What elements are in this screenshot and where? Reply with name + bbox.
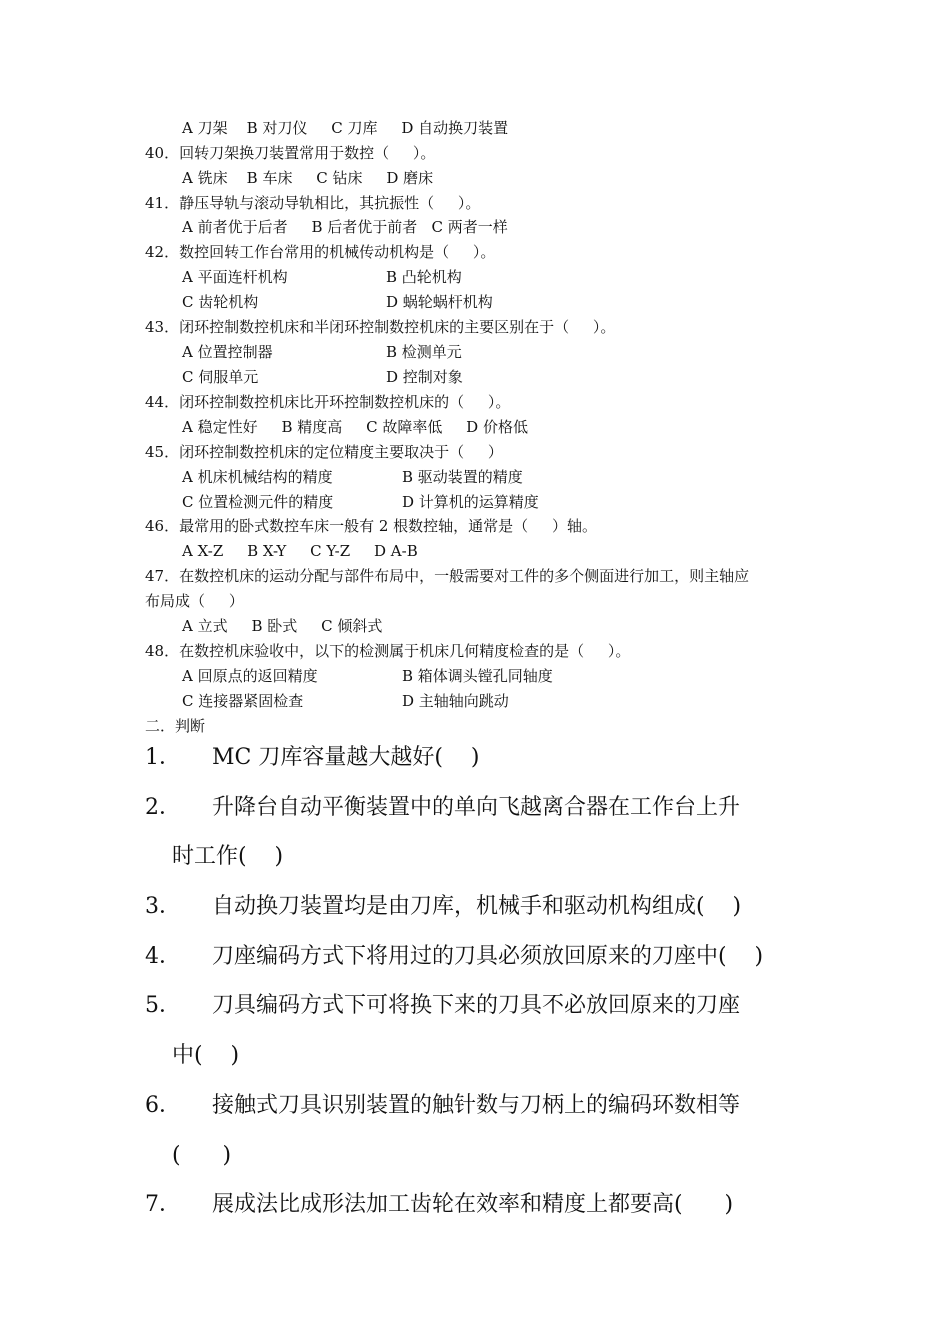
q42-option-d: D 蜗轮蜗杆机构 [386, 293, 493, 311]
q41-options: A 前者优于后者 B 后者优于前者 C 两者一样 [182, 218, 508, 236]
q47-options: A 立式 B 卧式 C 倾斜式 [182, 617, 383, 635]
question-41: 41．静压导轨与滚动导轨相比，其抗振性（ ）。 [145, 194, 481, 212]
q45-option-b: B 驱动装置的精度 [402, 468, 523, 486]
tf-item-6-text: 接触式刀具识别装置的触针数与刀柄上的编码环数相等 [212, 1093, 741, 1118]
q43-option-a: A 位置控制器 [182, 343, 273, 361]
tf-item-7-number: 7． [145, 1192, 181, 1217]
q43-option-b: B 检测单元 [386, 343, 462, 361]
question-47-line1: 47．在数控机床的运动分配与部件布局中，一般需要对工件的多个侧面进行加工，则主轴应 [145, 567, 750, 585]
tf-item-5-continuation: 中( ) [172, 1043, 240, 1068]
question-45: 45．闭环控制数控机床的定位精度主要取决于（ ） [145, 443, 503, 461]
tf-item-1-text: MC 刀库容量越大越好( ) [212, 745, 480, 770]
tf-item-3-number: 3． [145, 894, 181, 919]
q43-option-d: D 控制对象 [386, 368, 463, 386]
tf-item-1-number: 1． [145, 745, 181, 770]
question-47-line2: 布局成（ ） [145, 592, 244, 610]
tf-item-4-text: 刀座编码方式下将用过的刀具必须放回原来的刀座中( ) [212, 944, 764, 969]
q48-option-c: C 连接器紧固检查 [182, 692, 304, 710]
question-43: 43．闭环控制数控机床和半闭环控制数控机床的主要区别在于（ ）。 [145, 318, 616, 336]
q42-option-a: A 平面连杆机构 [182, 268, 288, 286]
tf-item-6-number: 6． [145, 1093, 181, 1118]
question-44: 44．闭环控制数控机床比开环控制数控机床的（ ）。 [145, 393, 511, 411]
q40-options: A 铣床 B 车床 C 钻床 D 磨床 [182, 169, 434, 187]
q43-option-c: C 伺服单元 [182, 368, 259, 386]
tf-item-2-continuation: 时工作( ) [172, 844, 284, 869]
q39-options: A 刀架 B 对刀仪 C 刀库 D 自动换刀装置 [182, 119, 509, 137]
tf-item-5-text: 刀具编码方式下可将换下来的刀具不必放回原来的刀座 [212, 993, 741, 1018]
q42-option-b: B 凸轮机构 [386, 268, 462, 286]
q45-option-a: A 机床机械结构的精度 [182, 468, 333, 486]
q48-option-d: D 主轴轴向跳动 [402, 692, 509, 710]
tf-item-5-number: 5． [145, 993, 181, 1018]
q45-option-d: D 计算机的运算精度 [402, 493, 539, 511]
q48-option-b: B 箱体调头镗孔同轴度 [402, 667, 553, 685]
question-48: 48．在数控机床验收中，以下的检测属于机床几何精度检查的是（ ）。 [145, 642, 631, 660]
q45-option-c: C 位置检测元件的精度 [182, 493, 334, 511]
q42-option-c: C 齿轮机构 [182, 293, 259, 311]
tf-item-7-text: 展成法比成形法加工齿轮在效率和精度上都要高( ) [212, 1192, 734, 1217]
tf-item-4-number: 4． [145, 944, 181, 969]
q44-options: A 稳定性好 B 精度高 C 故障率低 D 价格低 [182, 418, 528, 436]
tf-item-6-continuation: ( ) [172, 1143, 232, 1168]
tf-item-3-text: 自动换刀装置均是由刀库，机械手和驱动机构组成( ) [212, 894, 742, 919]
q48-option-a: A 回原点的返回精度 [182, 667, 318, 685]
tf-item-2-text: 升降台自动平衡装置中的单向飞越离合器在工作台上升 [212, 795, 741, 820]
section-title-true-false: 二．判断 [145, 717, 206, 735]
tf-item-2-number: 2． [145, 795, 181, 820]
question-40: 40．回转刀架换刀装置常用于数控（ ）。 [145, 144, 436, 162]
question-42: 42．数控回转工作台常用的机械传动机构是（ ）。 [145, 243, 496, 261]
q46-options: A X-Z B X-Y C Y-Z D A-B [182, 542, 418, 560]
question-46: 46．最常用的卧式数控车床一般有 2 根数控轴，通常是（ ）轴。 [145, 517, 598, 535]
